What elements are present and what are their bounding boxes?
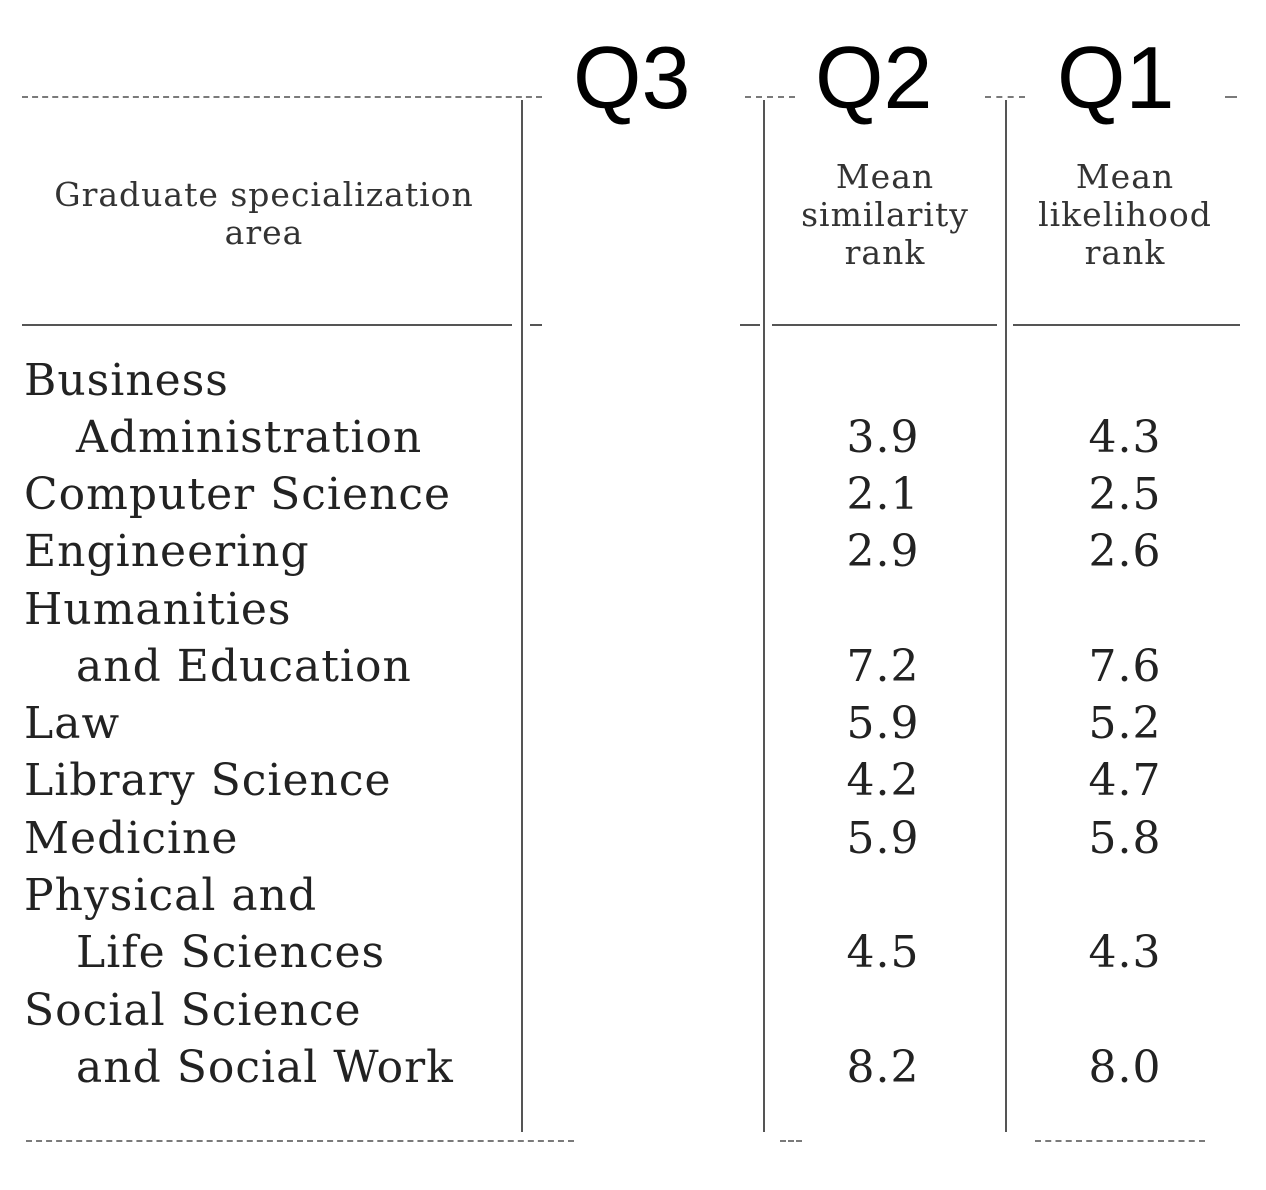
row-label-computer-science: Computer Science bbox=[24, 469, 452, 520]
top-rule-mid bbox=[745, 96, 795, 98]
likelihood-business-administration: 4.3 bbox=[1088, 412, 1162, 463]
row-label-engineering: Engineering bbox=[24, 526, 310, 577]
similarity-social-science-and-social-work: 8.2 bbox=[846, 1042, 920, 1093]
likelihood-medicine: 5.8 bbox=[1088, 813, 1162, 864]
likelihood-library-science: 4.7 bbox=[1088, 755, 1162, 806]
column-divider-q3 bbox=[763, 100, 765, 1132]
top-rule-mid2 bbox=[985, 96, 1025, 98]
header-rule-q3-b bbox=[740, 324, 760, 326]
row-label-medicine: Medicine bbox=[24, 813, 239, 864]
row-label-library-science: Library Science bbox=[24, 755, 392, 806]
similarity-business-administration: 3.9 bbox=[846, 412, 920, 463]
header-mean-likelihood-rank: Mean likelihood rank bbox=[1038, 157, 1212, 272]
similarity-medicine: 5.9 bbox=[846, 813, 920, 864]
similarity-humanities-and-education: 7.2 bbox=[846, 641, 920, 692]
similarity-library-science: 4.2 bbox=[846, 755, 920, 806]
row-label-humanities-and-education: Humanities and Education bbox=[24, 584, 412, 692]
row-label-law: Law bbox=[24, 698, 121, 749]
similarity-physical-and-life-sciences: 4.5 bbox=[846, 927, 920, 978]
q3-label: Q3 bbox=[573, 28, 691, 127]
similarity-computer-science: 2.1 bbox=[846, 469, 920, 520]
q2-label: Q2 bbox=[815, 28, 933, 127]
likelihood-law: 5.2 bbox=[1088, 698, 1162, 749]
likelihood-physical-and-life-sciences: 4.3 bbox=[1088, 927, 1162, 978]
bottom-rule-left bbox=[26, 1140, 574, 1142]
row-label-physical-and-life-sciences: Physical and Life Sciences bbox=[24, 870, 386, 978]
bottom-rule-right bbox=[1035, 1140, 1205, 1142]
top-rule-right bbox=[1225, 96, 1237, 98]
likelihood-social-science-and-social-work: 8.0 bbox=[1088, 1042, 1162, 1093]
top-rule-left bbox=[22, 96, 542, 98]
similarity-engineering: 2.9 bbox=[846, 526, 920, 577]
likelihood-computer-science: 2.5 bbox=[1088, 469, 1162, 520]
row-label-social-science-and-social-work: Social Science and Social Work bbox=[24, 985, 454, 1093]
column-divider-q2 bbox=[1005, 100, 1007, 1132]
header-rule-q3-a bbox=[530, 324, 542, 326]
q1-label: Q1 bbox=[1057, 28, 1175, 127]
similarity-law: 5.9 bbox=[846, 698, 920, 749]
header-mean-similarity-rank: Mean similarity rank bbox=[801, 157, 969, 272]
header-rule-area bbox=[22, 324, 512, 326]
header-rule-likelihood bbox=[1013, 324, 1240, 326]
column-divider-area bbox=[521, 100, 523, 1132]
row-label-business-administration: Business Administration bbox=[24, 355, 423, 463]
header-rule-similarity bbox=[772, 324, 997, 326]
likelihood-engineering: 2.6 bbox=[1088, 526, 1162, 577]
bottom-rule-mid bbox=[780, 1140, 802, 1142]
likelihood-humanities-and-education: 7.6 bbox=[1088, 641, 1162, 692]
header-area: Graduate specialization area bbox=[54, 175, 474, 252]
